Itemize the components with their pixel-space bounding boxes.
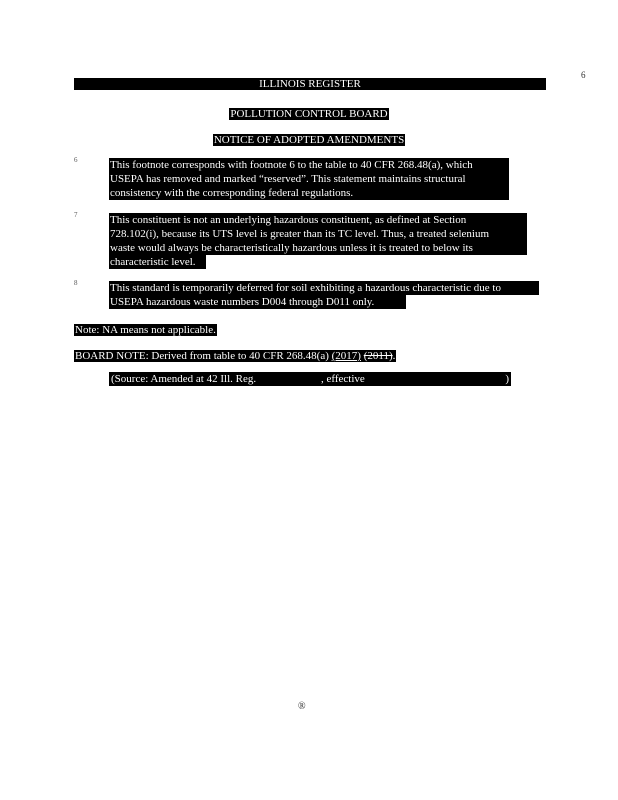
board-note [74,346,396,364]
note-line [74,320,217,338]
notice-title: NOTICE OF ADOPTED AMENDMENTS [213,134,405,146]
footnote-6-line: consistency with the corresponding federal regulations. [109,186,509,200]
footer-mark: ® [298,701,306,712]
footnote-marker-6: 6 [74,156,78,164]
footnote-6-line: This footnote corresponds with footnote 6 to the table to 40 CFR 268.48(a), which [109,158,509,172]
board-title: POLLUTION CONTROL BOARD [230,108,388,120]
footnote-7-line: 728.102(i), because its UTS level is greater than its TC level. Thus, a treated selenium [109,227,527,241]
register-title: ILLINOIS REGISTER [259,78,361,90]
board-note-new-year: (2017) [331,350,361,362]
footnote-8 [109,281,539,309]
source-prefix: (Source: Amended at 42 Ill. Reg. [111,373,257,385]
register-header [74,78,546,90]
notice-heading [0,130,618,148]
footnote-marker-8: 8 [74,279,78,287]
footnote-6-line: USEPA has removed and marked “reserved”. This statement maintains structural [109,172,509,186]
footnote-marker-7: 7 [74,211,78,219]
page-number: 6 [581,70,586,80]
source-line [109,372,511,386]
footnote-7 [109,213,527,269]
board-note-text: BOARD NOTE: Derived from table to 40 CFR 268.48(a) [75,350,332,362]
footnote-7-line: characteristic level. [109,255,206,269]
board-heading [0,104,618,122]
board-note-old-year: (2011) [363,350,393,362]
board-note-suffix: . [392,350,396,362]
note-text: Note: NA means not applicable. [75,324,216,336]
footnote-7-line: waste would always be characteristically hazardous unless it is treated to below its [109,241,527,255]
source-middle: , effective [321,373,365,385]
footnote-7-line: This constituent is not an underlying hazardous constituent, as defined at Section [109,213,527,227]
footnote-8-line: USEPA hazardous waste numbers D004 through D011 only. [109,295,406,309]
source-suffix: ) [505,373,509,385]
footnote-6 [109,158,509,200]
footnote-8-line: This standard is temporarily deferred for soil exhibiting a hazardous characteristic due to [109,281,539,295]
